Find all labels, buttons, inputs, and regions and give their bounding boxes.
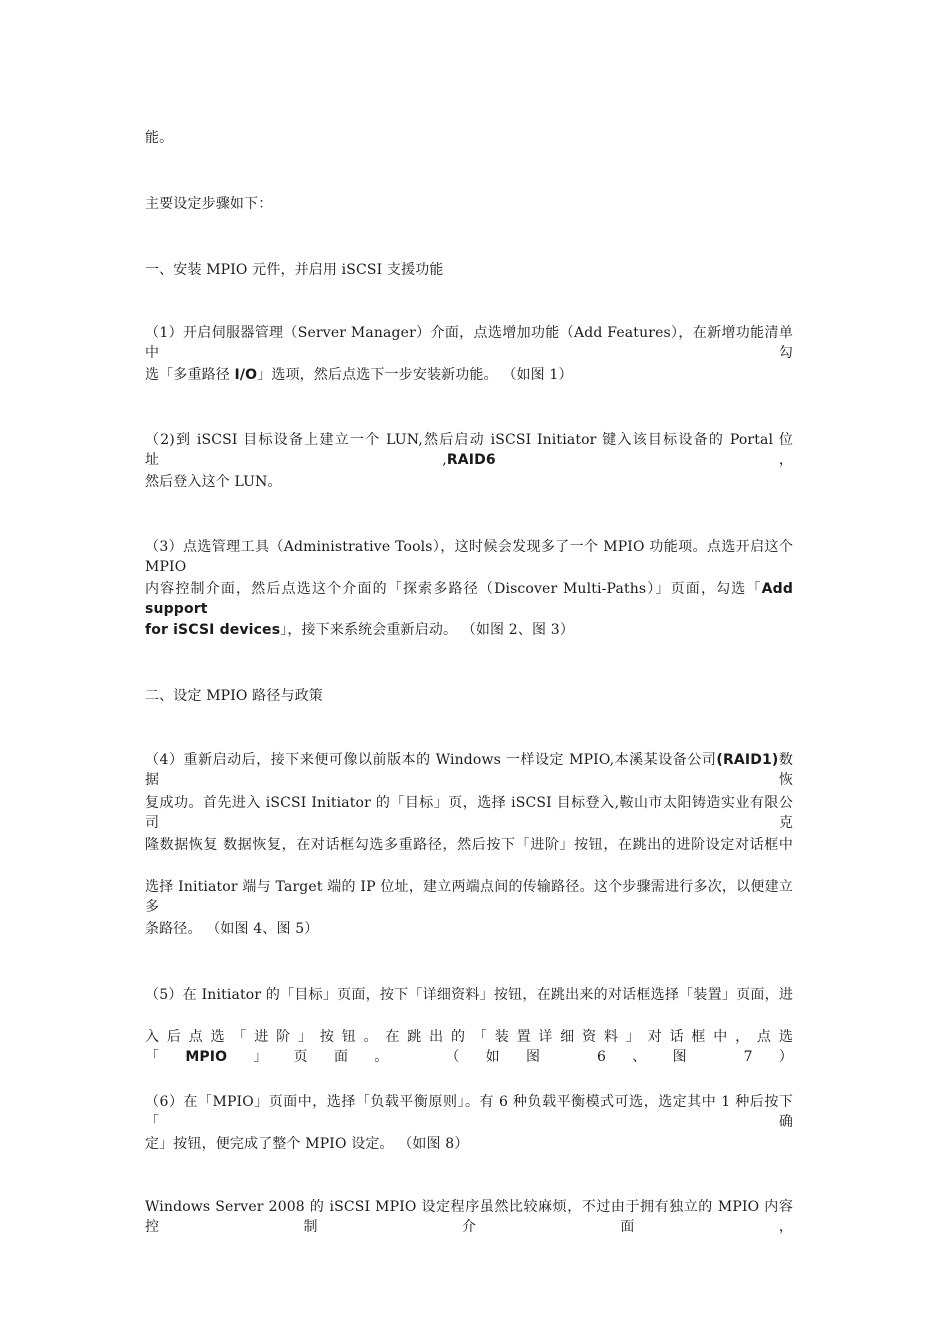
step-2-line: （2)到 iSCSI 目标设备上建立一个 LUN,然后启动 iSCSI Initiator 键入该目标设备的 Portal 位址,RAID6， [145, 432, 793, 468]
step-6-line: 定」按钮，便完成了整个 MPIO 设定。 （如图 8） [145, 1136, 469, 1152]
step-5-line: （5）在 Initiator 的「目标」页面，按下「详细资料」按钮，在跳出来的对话框选择「装置」页面，进 [145, 987, 793, 1003]
step-4-line: 选择 Initiator 端与 Target 端的 IP 位址，建立两端点间的传输路径。这个步骤需进行多次，以便建立多 [145, 879, 793, 915]
step-6-line: （6）在「MPIO」页面中，选择「负载平衡原则」。有 6 种负载平衡模式可选，选定其中 1 种后按下「确 [145, 1094, 793, 1130]
section-heading: 一、安装 MPIO 元件，并启用 iSCSI 支援功能 [145, 262, 444, 278]
step-3-line: for iSCSI devices」，接下来系统会重新启动。 （如图 2、图 3） [145, 622, 574, 638]
bold-text: (RAID1) [716, 752, 779, 768]
bold-text: MPIO [185, 1049, 228, 1065]
paragraph-line: 能。 [145, 130, 174, 146]
step-3-line: 内容控制介面，然后点选这个介面的「探索多路径（Discover Multi-Paths）」页面，勾选「Add support [145, 581, 793, 617]
step-4-line: 条路径。 （如图 4、图 5） [145, 921, 319, 937]
step-4-line: 复成功。首先进入 iSCSI Initiator 的「目标」页，选择 iSCSI 目标登入,鞍山市太阳铸造实业有限公司克 [145, 795, 793, 831]
step-5-line: 入后点选「进阶」按钮。在跳出的「装置详细资料」对话框中，点选「MPIO」页面。 （如图 6、图 7） [145, 1029, 793, 1065]
step-1-line: （1）开启伺服器管理（Server Manager）介面，点选增加功能（Add Features），在新增功能清单中勾 [145, 325, 793, 361]
step-2-line: 然后登入这个 LUN。 [145, 474, 282, 490]
step-4-line: （4）重新启动后，接下来便可像以前版本的 Windows 一样设定 MPIO,本溪某设备公司(RAID1)数据恢 [145, 752, 793, 788]
paragraph-line: Windows Server 2008 的 iSCSI MPIO 设定程序虽然比较麻烦，不过由于拥有独立的 MPIO 内容控制介面， [145, 1199, 793, 1235]
bold-text: for iSCSI devices [145, 622, 281, 638]
bold-text: Add support [145, 581, 793, 617]
step-1-line: 选「多重路径 I/O」选项，然后点选下一步安装新功能。 （如图 1） [145, 367, 573, 383]
bold-text: I/O [234, 367, 258, 383]
step-3-line: （3）点选管理工具（Administrative Tools），这时候会发现多了一个 MPIO 功能项。点选开启这个 MPIO [145, 539, 793, 575]
paragraph-line: 主要设定步骤如下： [145, 196, 273, 212]
bold-text: RAID6 [446, 452, 496, 468]
section-heading: 二、设定 MPIO 路径与政策 [145, 688, 323, 704]
step-4-line: 隆数据恢复 数据恢复，在对话框勾选多重路径，然后按下「进阶」按钮，在跳出的进阶设定对话框中 [145, 837, 793, 853]
